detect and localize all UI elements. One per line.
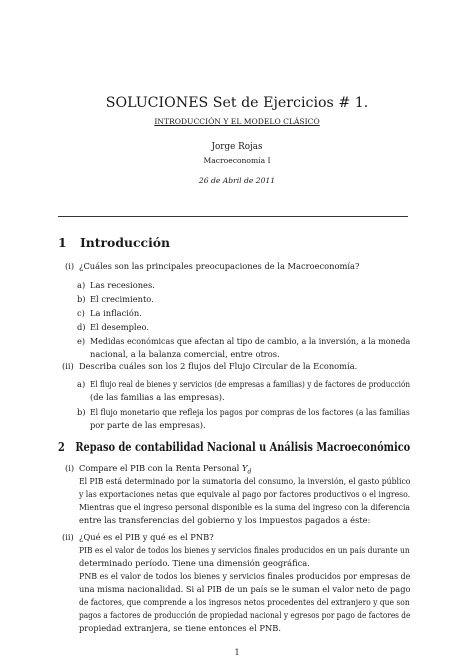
list-item-text: Las recesiones. xyxy=(90,280,155,290)
answer-line: entre las transferencias del gobierno y los impuestos pagados a éste: xyxy=(79,515,371,525)
answer-line: de factores, que comprende a los ingresos netos procedentes del extranjero y que son xyxy=(79,597,410,607)
answer-line: pagos a factores de producción de propiedad nacional y egresos por pago de factores de xyxy=(79,610,411,620)
section-2-number: 2 xyxy=(58,439,65,454)
list-item-text: nacional, a la balanza comercial, entre otros. xyxy=(90,349,280,359)
page-number: 1 xyxy=(234,648,240,657)
section-1-heading xyxy=(58,235,170,250)
answer-line: determinado período. Tiene una dimensión geográfica. xyxy=(79,558,310,568)
list-item-text: La inflación. xyxy=(90,308,142,318)
list-item-text: El crecimiento. xyxy=(90,294,154,304)
list-item-text: (de las familias a las empresas). xyxy=(90,392,225,402)
list-item-text: El flujo monetario que refleja los pagos por compras de los factores (a las familias xyxy=(90,407,410,417)
question-label: (i) xyxy=(65,463,75,473)
question-text: Describa cuáles son los 2 flujos del Flujo Circular de la Economía. xyxy=(79,361,358,371)
question-label: (ii) xyxy=(62,532,74,542)
list-item-label: b) xyxy=(77,407,86,417)
section-1-title: Introducción xyxy=(80,235,171,250)
course-name: Macroeconomía I xyxy=(203,156,271,165)
answer-line: propiedad extranjera, se tiene entonces el PNB. xyxy=(79,623,281,633)
list-item-label: b) xyxy=(77,294,86,304)
author-name: Jorge Rojas xyxy=(211,142,263,152)
list-item-label: a) xyxy=(77,280,86,290)
list-item-label: d) xyxy=(77,322,86,332)
list-item-text: por parte de las empresas). xyxy=(90,420,206,430)
answer-line: PNB es el valor de todos los bienes y servicios finales producidos por empresas de xyxy=(79,571,411,581)
math-subscript: d xyxy=(247,468,252,476)
list-item-label: e) xyxy=(77,336,86,346)
header-divider xyxy=(58,216,408,217)
answer-line: y las exportaciones netas que equivale al pago por factores productivos o el ingreso. xyxy=(79,489,411,499)
section-2-heading xyxy=(58,439,410,454)
question-text: ¿Qué es el PIB y qué es el PNB? xyxy=(79,532,214,542)
list-item-label: a) xyxy=(77,379,86,389)
answer-line: El PIB está determinado por la sumatoria del consumo, la inversión, el gasto público xyxy=(79,476,411,486)
question-text: ¿Cuáles son las principales preocupaciones de la Macroeconomía? xyxy=(79,261,360,271)
question-text xyxy=(79,464,251,476)
answer-line: PIB es el valor de todos los bienes y servicios finales producidos en un país durante un xyxy=(79,545,410,555)
list-item-text: El desempleo. xyxy=(90,322,149,332)
answer-line: Mientras que el ingreso personal disponible es la suma del ingreso con la diferencia xyxy=(79,502,411,512)
section-1-number: 1 xyxy=(58,235,67,250)
section-2-title: Repaso de contabilidad Nacional u Análisis Macroeconómico xyxy=(75,439,411,454)
document-subtitle: INTRODUCCIÓN Y EL MODELO CLÁSICO xyxy=(154,117,320,126)
question-label: (i) xyxy=(65,261,75,271)
question-label: (ii) xyxy=(62,361,74,371)
answer-line: una misma nacionalidad. Si al PIB de un país se le suman el valor neto de pago xyxy=(79,584,411,594)
list-item-label: c) xyxy=(77,308,85,318)
list-item-text: El flujo real de bienes y servicios (de empresas a familias) y de factores de producción xyxy=(90,379,411,389)
document-date: 26 de Abril de 2011 xyxy=(198,176,276,185)
math-variable: Y xyxy=(241,463,248,473)
question-text-prefix: Compare el PIB con la Renta Personal xyxy=(79,463,242,473)
document-title: SOLUCIONES Set de Ejercicios # 1. xyxy=(105,95,369,111)
list-item-text: Medidas económicas que afectan al tipo de cambio, a la inversión, a la moneda xyxy=(90,336,411,346)
